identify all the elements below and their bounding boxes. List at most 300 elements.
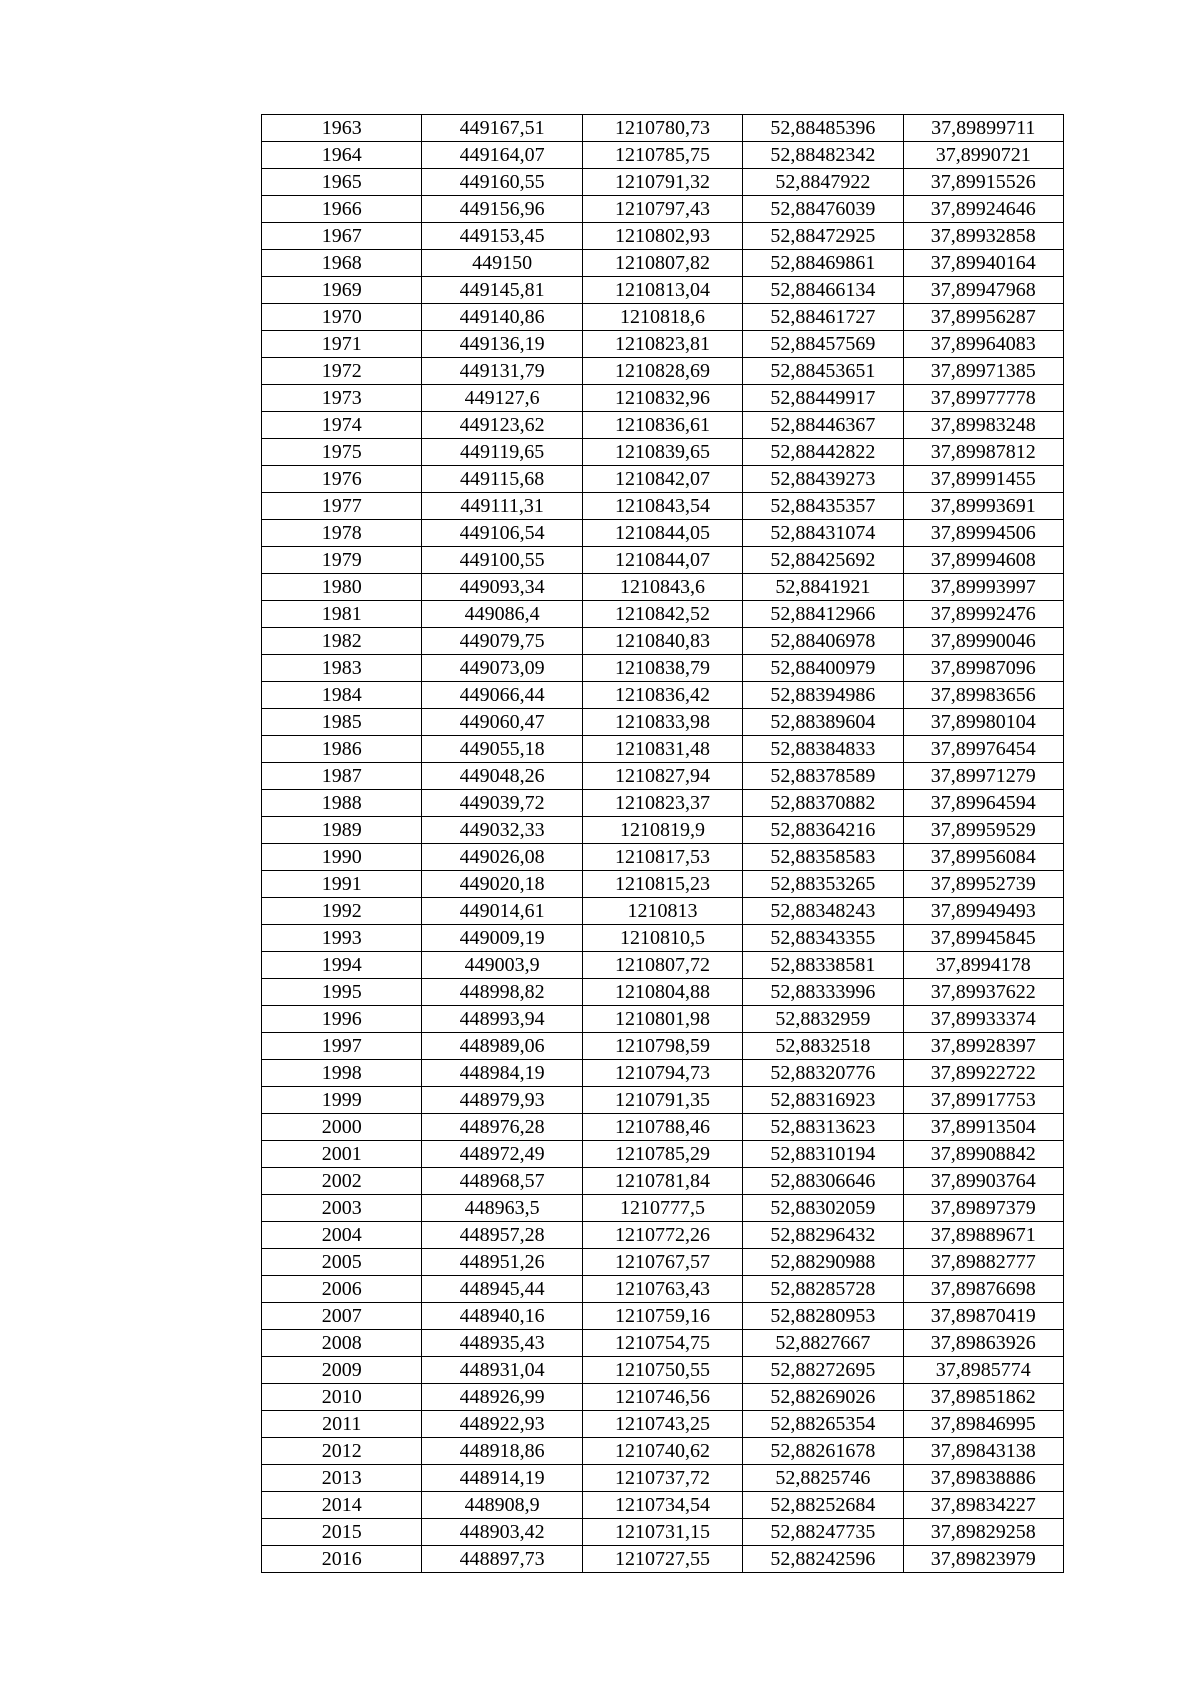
latitude-cell: 52,88466134 bbox=[743, 277, 903, 304]
latitude-cell: 52,88400979 bbox=[743, 655, 903, 682]
latitude-cell: 52,88242596 bbox=[743, 1546, 903, 1573]
latitude-cell: 52,88338581 bbox=[743, 952, 903, 979]
table-row bbox=[262, 979, 1064, 1006]
y-coordinate-cell: 1210807,82 bbox=[582, 250, 742, 277]
latitude-cell: 52,88302059 bbox=[743, 1195, 903, 1222]
x-coordinate-cell: 449131,79 bbox=[422, 358, 582, 385]
y-coordinate-cell: 1210804,88 bbox=[582, 979, 742, 1006]
longitude-cell: 37,89976454 bbox=[903, 736, 1063, 763]
x-coordinate-cell: 449164,07 bbox=[422, 142, 582, 169]
x-coordinate-cell: 449145,81 bbox=[422, 277, 582, 304]
y-coordinate-cell: 1210833,98 bbox=[582, 709, 742, 736]
longitude-cell: 37,89834227 bbox=[903, 1492, 1063, 1519]
table-row bbox=[262, 709, 1064, 736]
table-row bbox=[262, 736, 1064, 763]
year-cell: 1969 bbox=[262, 277, 422, 304]
longitude-cell: 37,89977778 bbox=[903, 385, 1063, 412]
latitude-cell: 52,88343355 bbox=[743, 925, 903, 952]
latitude-cell: 52,88485396 bbox=[743, 115, 903, 142]
latitude-cell: 52,88472925 bbox=[743, 223, 903, 250]
latitude-cell: 52,8827667 bbox=[743, 1330, 903, 1357]
table-row bbox=[262, 1006, 1064, 1033]
y-coordinate-cell: 1210791,32 bbox=[582, 169, 742, 196]
table-row bbox=[262, 871, 1064, 898]
table-row bbox=[262, 763, 1064, 790]
y-coordinate-cell: 1210831,48 bbox=[582, 736, 742, 763]
year-cell: 1968 bbox=[262, 250, 422, 277]
longitude-cell: 37,89964083 bbox=[903, 331, 1063, 358]
table-row bbox=[262, 628, 1064, 655]
table-row bbox=[262, 1141, 1064, 1168]
x-coordinate-cell: 449066,44 bbox=[422, 682, 582, 709]
x-coordinate-cell: 449009,19 bbox=[422, 925, 582, 952]
longitude-cell: 37,89917753 bbox=[903, 1087, 1063, 1114]
coordinates-table bbox=[261, 114, 1064, 1573]
x-coordinate-cell: 449100,55 bbox=[422, 547, 582, 574]
latitude-cell: 52,88296432 bbox=[743, 1222, 903, 1249]
latitude-cell: 52,88320776 bbox=[743, 1060, 903, 1087]
latitude-cell: 52,88439273 bbox=[743, 466, 903, 493]
longitude-cell: 37,89987096 bbox=[903, 655, 1063, 682]
year-cell: 1986 bbox=[262, 736, 422, 763]
table-row bbox=[262, 1465, 1064, 1492]
latitude-cell: 52,88306646 bbox=[743, 1168, 903, 1195]
latitude-cell: 52,88412966 bbox=[743, 601, 903, 628]
table-row bbox=[262, 520, 1064, 547]
y-coordinate-cell: 1210839,65 bbox=[582, 439, 742, 466]
longitude-cell: 37,89922722 bbox=[903, 1060, 1063, 1087]
x-coordinate-cell: 449136,19 bbox=[422, 331, 582, 358]
year-cell: 2000 bbox=[262, 1114, 422, 1141]
y-coordinate-cell: 1210823,37 bbox=[582, 790, 742, 817]
year-cell: 1997 bbox=[262, 1033, 422, 1060]
year-cell: 1965 bbox=[262, 169, 422, 196]
year-cell: 2012 bbox=[262, 1438, 422, 1465]
year-cell: 1970 bbox=[262, 304, 422, 331]
latitude-cell: 52,88364216 bbox=[743, 817, 903, 844]
latitude-cell: 52,88313623 bbox=[743, 1114, 903, 1141]
longitude-cell: 37,89851862 bbox=[903, 1384, 1063, 1411]
longitude-cell: 37,89945845 bbox=[903, 925, 1063, 952]
latitude-cell: 52,88394986 bbox=[743, 682, 903, 709]
x-coordinate-cell: 448914,19 bbox=[422, 1465, 582, 1492]
x-coordinate-cell: 449127,6 bbox=[422, 385, 582, 412]
x-coordinate-cell: 449060,47 bbox=[422, 709, 582, 736]
latitude-cell: 52,8832518 bbox=[743, 1033, 903, 1060]
year-cell: 2001 bbox=[262, 1141, 422, 1168]
x-coordinate-cell: 449003,9 bbox=[422, 952, 582, 979]
table-row bbox=[262, 1384, 1064, 1411]
year-cell: 1979 bbox=[262, 547, 422, 574]
table-row bbox=[262, 250, 1064, 277]
y-coordinate-cell: 1210754,75 bbox=[582, 1330, 742, 1357]
latitude-cell: 52,88453651 bbox=[743, 358, 903, 385]
longitude-cell: 37,89903764 bbox=[903, 1168, 1063, 1195]
table-row bbox=[262, 358, 1064, 385]
y-coordinate-cell: 1210844,05 bbox=[582, 520, 742, 547]
table-row bbox=[262, 412, 1064, 439]
longitude-cell: 37,89863926 bbox=[903, 1330, 1063, 1357]
latitude-cell: 52,88389604 bbox=[743, 709, 903, 736]
x-coordinate-cell: 448940,16 bbox=[422, 1303, 582, 1330]
table-row bbox=[262, 952, 1064, 979]
year-cell: 1967 bbox=[262, 223, 422, 250]
y-coordinate-cell: 1210746,56 bbox=[582, 1384, 742, 1411]
table-row bbox=[262, 1195, 1064, 1222]
year-cell: 1998 bbox=[262, 1060, 422, 1087]
longitude-cell: 37,89899711 bbox=[903, 115, 1063, 142]
year-cell: 2003 bbox=[262, 1195, 422, 1222]
year-cell: 1981 bbox=[262, 601, 422, 628]
x-coordinate-cell: 449150 bbox=[422, 250, 582, 277]
longitude-cell: 37,89964594 bbox=[903, 790, 1063, 817]
x-coordinate-cell: 448976,28 bbox=[422, 1114, 582, 1141]
longitude-cell: 37,89992476 bbox=[903, 601, 1063, 628]
table-row bbox=[262, 1276, 1064, 1303]
y-coordinate-cell: 1210737,72 bbox=[582, 1465, 742, 1492]
table-row bbox=[262, 601, 1064, 628]
table-row bbox=[262, 547, 1064, 574]
longitude-cell: 37,89949493 bbox=[903, 898, 1063, 925]
x-coordinate-cell: 449106,54 bbox=[422, 520, 582, 547]
x-coordinate-cell: 448979,93 bbox=[422, 1087, 582, 1114]
x-coordinate-cell: 449167,51 bbox=[422, 115, 582, 142]
y-coordinate-cell: 1210785,75 bbox=[582, 142, 742, 169]
table-row bbox=[262, 1303, 1064, 1330]
longitude-cell: 37,89870419 bbox=[903, 1303, 1063, 1330]
table-row bbox=[262, 196, 1064, 223]
y-coordinate-cell: 1210794,73 bbox=[582, 1060, 742, 1087]
y-coordinate-cell: 1210763,43 bbox=[582, 1276, 742, 1303]
y-coordinate-cell: 1210788,46 bbox=[582, 1114, 742, 1141]
longitude-cell: 37,89983656 bbox=[903, 682, 1063, 709]
latitude-cell: 52,88449917 bbox=[743, 385, 903, 412]
table-row bbox=[262, 1087, 1064, 1114]
longitude-cell: 37,89994506 bbox=[903, 520, 1063, 547]
year-cell: 2007 bbox=[262, 1303, 422, 1330]
y-coordinate-cell: 1210802,93 bbox=[582, 223, 742, 250]
latitude-cell: 52,88272695 bbox=[743, 1357, 903, 1384]
latitude-cell: 52,88252684 bbox=[743, 1492, 903, 1519]
year-cell: 1972 bbox=[262, 358, 422, 385]
y-coordinate-cell: 1210807,72 bbox=[582, 952, 742, 979]
table-row bbox=[262, 1168, 1064, 1195]
x-coordinate-cell: 449086,4 bbox=[422, 601, 582, 628]
y-coordinate-cell: 1210767,57 bbox=[582, 1249, 742, 1276]
y-coordinate-cell: 1210797,43 bbox=[582, 196, 742, 223]
latitude-cell: 52,88431074 bbox=[743, 520, 903, 547]
latitude-cell: 52,8841921 bbox=[743, 574, 903, 601]
longitude-cell: 37,89846995 bbox=[903, 1411, 1063, 1438]
latitude-cell: 52,88476039 bbox=[743, 196, 903, 223]
y-coordinate-cell: 1210842,07 bbox=[582, 466, 742, 493]
longitude-cell: 37,89994608 bbox=[903, 547, 1063, 574]
latitude-cell: 52,88446367 bbox=[743, 412, 903, 439]
year-cell: 2004 bbox=[262, 1222, 422, 1249]
latitude-cell: 52,88370882 bbox=[743, 790, 903, 817]
y-coordinate-cell: 1210810,5 bbox=[582, 925, 742, 952]
year-cell: 1978 bbox=[262, 520, 422, 547]
x-coordinate-cell: 449111,31 bbox=[422, 493, 582, 520]
table-row bbox=[262, 898, 1064, 925]
table-row bbox=[262, 790, 1064, 817]
table-row bbox=[262, 1492, 1064, 1519]
y-coordinate-cell: 1210823,81 bbox=[582, 331, 742, 358]
x-coordinate-cell: 448998,82 bbox=[422, 979, 582, 1006]
year-cell: 1963 bbox=[262, 115, 422, 142]
y-coordinate-cell: 1210817,53 bbox=[582, 844, 742, 871]
table-row bbox=[262, 1330, 1064, 1357]
latitude-cell: 52,88333996 bbox=[743, 979, 903, 1006]
x-coordinate-cell: 448908,9 bbox=[422, 1492, 582, 1519]
latitude-cell: 52,88482342 bbox=[743, 142, 903, 169]
x-coordinate-cell: 448935,43 bbox=[422, 1330, 582, 1357]
table-body bbox=[262, 115, 1064, 1573]
year-cell: 1993 bbox=[262, 925, 422, 952]
latitude-cell: 52,8825746 bbox=[743, 1465, 903, 1492]
x-coordinate-cell: 449160,55 bbox=[422, 169, 582, 196]
longitude-cell: 37,89956287 bbox=[903, 304, 1063, 331]
longitude-cell: 37,89876698 bbox=[903, 1276, 1063, 1303]
year-cell: 2006 bbox=[262, 1276, 422, 1303]
x-coordinate-cell: 448945,44 bbox=[422, 1276, 582, 1303]
year-cell: 1985 bbox=[262, 709, 422, 736]
longitude-cell: 37,89933374 bbox=[903, 1006, 1063, 1033]
y-coordinate-cell: 1210785,29 bbox=[582, 1141, 742, 1168]
year-cell: 1995 bbox=[262, 979, 422, 1006]
latitude-cell: 52,88261678 bbox=[743, 1438, 903, 1465]
y-coordinate-cell: 1210844,07 bbox=[582, 547, 742, 574]
table-row bbox=[262, 1546, 1064, 1573]
latitude-cell: 52,88378589 bbox=[743, 763, 903, 790]
table-row bbox=[262, 1357, 1064, 1384]
table-row bbox=[262, 655, 1064, 682]
x-coordinate-cell: 448984,19 bbox=[422, 1060, 582, 1087]
y-coordinate-cell: 1210828,69 bbox=[582, 358, 742, 385]
y-coordinate-cell: 1210819,9 bbox=[582, 817, 742, 844]
x-coordinate-cell: 448922,93 bbox=[422, 1411, 582, 1438]
year-cell: 2014 bbox=[262, 1492, 422, 1519]
latitude-cell: 52,88469861 bbox=[743, 250, 903, 277]
table-row bbox=[262, 844, 1064, 871]
year-cell: 2013 bbox=[262, 1465, 422, 1492]
x-coordinate-cell: 449079,75 bbox=[422, 628, 582, 655]
year-cell: 1999 bbox=[262, 1087, 422, 1114]
longitude-cell: 37,89882777 bbox=[903, 1249, 1063, 1276]
y-coordinate-cell: 1210759,16 bbox=[582, 1303, 742, 1330]
longitude-cell: 37,8994178 bbox=[903, 952, 1063, 979]
table-row bbox=[262, 1438, 1064, 1465]
year-cell: 1971 bbox=[262, 331, 422, 358]
longitude-cell: 37,89823979 bbox=[903, 1546, 1063, 1573]
x-coordinate-cell: 448931,04 bbox=[422, 1357, 582, 1384]
x-coordinate-cell: 448989,06 bbox=[422, 1033, 582, 1060]
table-row bbox=[262, 115, 1064, 142]
year-cell: 2005 bbox=[262, 1249, 422, 1276]
year-cell: 1966 bbox=[262, 196, 422, 223]
table-row bbox=[262, 817, 1064, 844]
table-row bbox=[262, 1033, 1064, 1060]
x-coordinate-cell: 448957,28 bbox=[422, 1222, 582, 1249]
table-row bbox=[262, 574, 1064, 601]
table-row bbox=[262, 142, 1064, 169]
table-row bbox=[262, 223, 1064, 250]
longitude-cell: 37,89843138 bbox=[903, 1438, 1063, 1465]
table-row bbox=[262, 304, 1064, 331]
table-row bbox=[262, 682, 1064, 709]
latitude-cell: 52,88285728 bbox=[743, 1276, 903, 1303]
year-cell: 1987 bbox=[262, 763, 422, 790]
latitude-cell: 52,8832959 bbox=[743, 1006, 903, 1033]
y-coordinate-cell: 1210772,26 bbox=[582, 1222, 742, 1249]
longitude-cell: 37,89956084 bbox=[903, 844, 1063, 871]
longitude-cell: 37,89915526 bbox=[903, 169, 1063, 196]
x-coordinate-cell: 448951,26 bbox=[422, 1249, 582, 1276]
x-coordinate-cell: 449140,86 bbox=[422, 304, 582, 331]
longitude-cell: 37,89897379 bbox=[903, 1195, 1063, 1222]
longitude-cell: 37,89924646 bbox=[903, 196, 1063, 223]
year-cell: 1991 bbox=[262, 871, 422, 898]
latitude-cell: 52,88290988 bbox=[743, 1249, 903, 1276]
table-row bbox=[262, 277, 1064, 304]
table-row bbox=[262, 385, 1064, 412]
year-cell: 1989 bbox=[262, 817, 422, 844]
y-coordinate-cell: 1210791,35 bbox=[582, 1087, 742, 1114]
table-row bbox=[262, 1411, 1064, 1438]
longitude-cell: 37,89993691 bbox=[903, 493, 1063, 520]
y-coordinate-cell: 1210743,25 bbox=[582, 1411, 742, 1438]
x-coordinate-cell: 449153,45 bbox=[422, 223, 582, 250]
year-cell: 1964 bbox=[262, 142, 422, 169]
longitude-cell: 37,89889671 bbox=[903, 1222, 1063, 1249]
x-coordinate-cell: 449026,08 bbox=[422, 844, 582, 871]
x-coordinate-cell: 448963,5 bbox=[422, 1195, 582, 1222]
year-cell: 1988 bbox=[262, 790, 422, 817]
year-cell: 1982 bbox=[262, 628, 422, 655]
y-coordinate-cell: 1210827,94 bbox=[582, 763, 742, 790]
table-row bbox=[262, 1249, 1064, 1276]
latitude-cell: 52,88247735 bbox=[743, 1519, 903, 1546]
y-coordinate-cell: 1210727,55 bbox=[582, 1546, 742, 1573]
longitude-cell: 37,89928397 bbox=[903, 1033, 1063, 1060]
x-coordinate-cell: 449119,65 bbox=[422, 439, 582, 466]
year-cell: 2011 bbox=[262, 1411, 422, 1438]
y-coordinate-cell: 1210813,04 bbox=[582, 277, 742, 304]
latitude-cell: 52,88310194 bbox=[743, 1141, 903, 1168]
x-coordinate-cell: 448972,49 bbox=[422, 1141, 582, 1168]
x-coordinate-cell: 449048,26 bbox=[422, 763, 582, 790]
latitude-cell: 52,88358583 bbox=[743, 844, 903, 871]
latitude-cell: 52,88457569 bbox=[743, 331, 903, 358]
latitude-cell: 52,88461727 bbox=[743, 304, 903, 331]
y-coordinate-cell: 1210731,15 bbox=[582, 1519, 742, 1546]
longitude-cell: 37,89952739 bbox=[903, 871, 1063, 898]
table-row bbox=[262, 331, 1064, 358]
x-coordinate-cell: 448903,42 bbox=[422, 1519, 582, 1546]
x-coordinate-cell: 448968,57 bbox=[422, 1168, 582, 1195]
year-cell: 1992 bbox=[262, 898, 422, 925]
year-cell: 1975 bbox=[262, 439, 422, 466]
table-row bbox=[262, 493, 1064, 520]
longitude-cell: 37,89991455 bbox=[903, 466, 1063, 493]
year-cell: 1980 bbox=[262, 574, 422, 601]
longitude-cell: 37,89838886 bbox=[903, 1465, 1063, 1492]
latitude-cell: 52,88425692 bbox=[743, 547, 903, 574]
longitude-cell: 37,89987812 bbox=[903, 439, 1063, 466]
longitude-cell: 37,89971385 bbox=[903, 358, 1063, 385]
y-coordinate-cell: 1210842,52 bbox=[582, 601, 742, 628]
x-coordinate-cell: 449093,34 bbox=[422, 574, 582, 601]
longitude-cell: 37,89932858 bbox=[903, 223, 1063, 250]
y-coordinate-cell: 1210750,55 bbox=[582, 1357, 742, 1384]
y-coordinate-cell: 1210734,54 bbox=[582, 1492, 742, 1519]
longitude-cell: 37,8990721 bbox=[903, 142, 1063, 169]
y-coordinate-cell: 1210798,59 bbox=[582, 1033, 742, 1060]
y-coordinate-cell: 1210840,83 bbox=[582, 628, 742, 655]
year-cell: 1977 bbox=[262, 493, 422, 520]
latitude-cell: 52,88442822 bbox=[743, 439, 903, 466]
x-coordinate-cell: 449039,72 bbox=[422, 790, 582, 817]
longitude-cell: 37,89993997 bbox=[903, 574, 1063, 601]
x-coordinate-cell: 449156,96 bbox=[422, 196, 582, 223]
x-coordinate-cell: 449055,18 bbox=[422, 736, 582, 763]
year-cell: 2002 bbox=[262, 1168, 422, 1195]
x-coordinate-cell: 449123,62 bbox=[422, 412, 582, 439]
year-cell: 2009 bbox=[262, 1357, 422, 1384]
y-coordinate-cell: 1210780,73 bbox=[582, 115, 742, 142]
x-coordinate-cell: 449014,61 bbox=[422, 898, 582, 925]
year-cell: 1974 bbox=[262, 412, 422, 439]
year-cell: 1973 bbox=[262, 385, 422, 412]
y-coordinate-cell: 1210843,6 bbox=[582, 574, 742, 601]
table-row bbox=[262, 1114, 1064, 1141]
year-cell: 1976 bbox=[262, 466, 422, 493]
y-coordinate-cell: 1210818,6 bbox=[582, 304, 742, 331]
y-coordinate-cell: 1210801,98 bbox=[582, 1006, 742, 1033]
longitude-cell: 37,89990046 bbox=[903, 628, 1063, 655]
table-row bbox=[262, 925, 1064, 952]
year-cell: 2010 bbox=[262, 1384, 422, 1411]
year-cell: 1990 bbox=[262, 844, 422, 871]
latitude-cell: 52,88348243 bbox=[743, 898, 903, 925]
longitude-cell: 37,89829258 bbox=[903, 1519, 1063, 1546]
x-coordinate-cell: 449115,68 bbox=[422, 466, 582, 493]
table-row bbox=[262, 1060, 1064, 1087]
year-cell: 1983 bbox=[262, 655, 422, 682]
year-cell: 2016 bbox=[262, 1546, 422, 1573]
x-coordinate-cell: 449020,18 bbox=[422, 871, 582, 898]
latitude-cell: 52,88435357 bbox=[743, 493, 903, 520]
x-coordinate-cell: 448993,94 bbox=[422, 1006, 582, 1033]
longitude-cell: 37,89908842 bbox=[903, 1141, 1063, 1168]
longitude-cell: 37,89971279 bbox=[903, 763, 1063, 790]
longitude-cell: 37,8985774 bbox=[903, 1357, 1063, 1384]
year-cell: 1984 bbox=[262, 682, 422, 709]
longitude-cell: 37,89980104 bbox=[903, 709, 1063, 736]
latitude-cell: 52,88269026 bbox=[743, 1384, 903, 1411]
x-coordinate-cell: 448897,73 bbox=[422, 1546, 582, 1573]
x-coordinate-cell: 449032,33 bbox=[422, 817, 582, 844]
y-coordinate-cell: 1210813 bbox=[582, 898, 742, 925]
longitude-cell: 37,89959529 bbox=[903, 817, 1063, 844]
year-cell: 2015 bbox=[262, 1519, 422, 1546]
latitude-cell: 52,88384833 bbox=[743, 736, 903, 763]
y-coordinate-cell: 1210836,61 bbox=[582, 412, 742, 439]
x-coordinate-cell: 448926,99 bbox=[422, 1384, 582, 1411]
longitude-cell: 37,89913504 bbox=[903, 1114, 1063, 1141]
latitude-cell: 52,88280953 bbox=[743, 1303, 903, 1330]
year-cell: 1994 bbox=[262, 952, 422, 979]
